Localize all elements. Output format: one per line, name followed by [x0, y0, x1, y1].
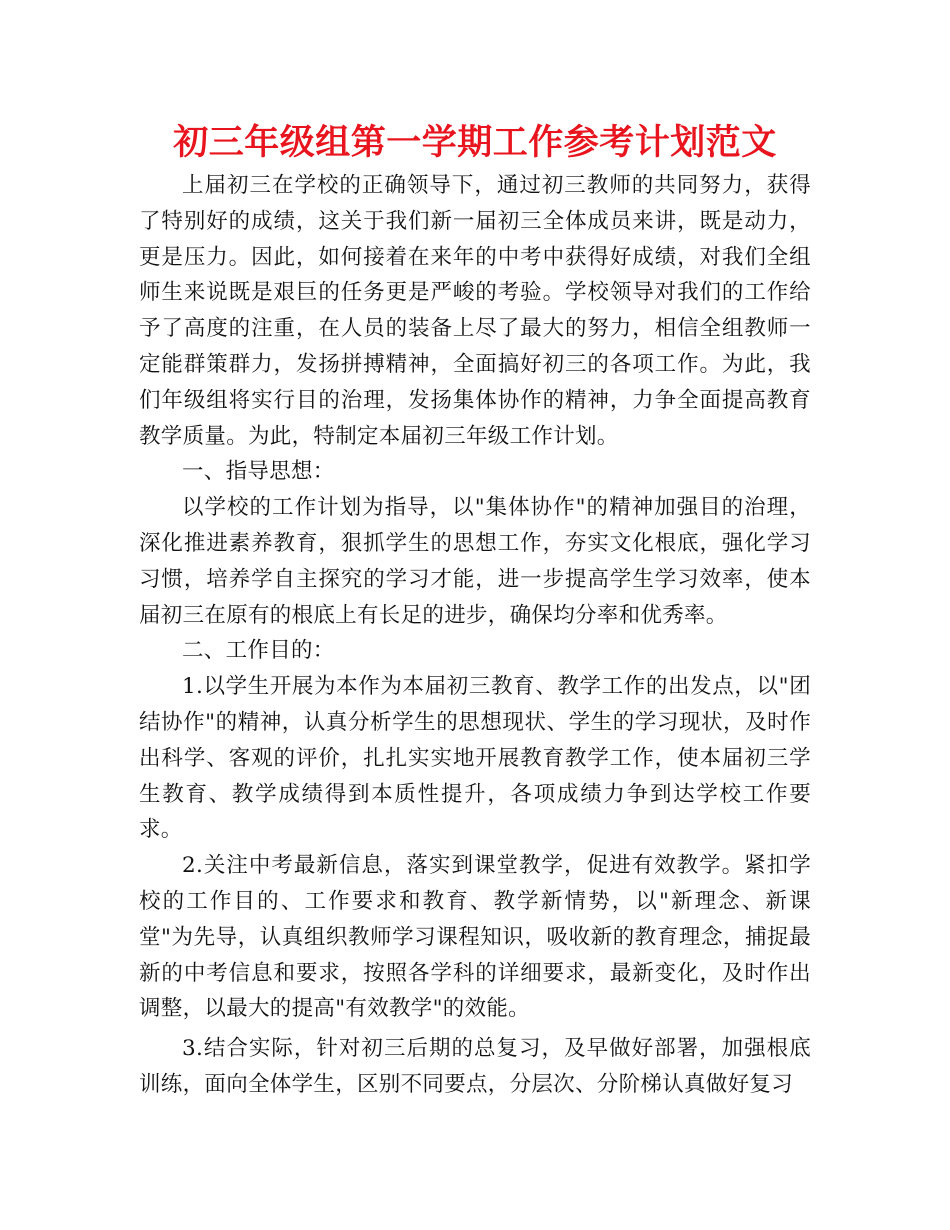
section-heading-guiding-thought: 一、指导思想：	[182, 459, 335, 485]
work-goal-item-2: 2.关注中考最新信息，落实到课堂教学，促进有效教学。紧扣学校的工作目的、工作要求和教育、教学新情势，以"新理念、新课堂"为先导，认真组织教师学习课程知识，吸收新的教育理念，捕捉最新的中考信息和要求，按照各学科的详细要求，最新变化，及时作出调整，以最大的提高"有效教学"的效能。	[139, 853, 811, 1022]
guiding-thought-paragraph: 以学校的工作计划为指导，以"集体协作"的精神加强目的治理，深化推进素养教育，狠抓学生的思想工作，夯实文化根底，强化学习习惯，培养学自主探究的学习才能，进一步提高学生学习效率，使本届初三在原有的根底上有长足的进步，确保均分率和优秀率。	[139, 495, 811, 628]
work-goal-item-1: 1.以学生开展为本作为本届初三教育、教学工作的出发点，以"团结协作"的精神，认真分析学生的思想现状、学生的学习现状，及时作出科学、客观的评价，扎扎实实地开展教育教学工作，使本届初三学生教育、教学成绩得到本质性提升，各项成绩力争到达学校工作要求。	[139, 674, 811, 843]
work-goal-item-3: 3.结合实际，针对初三后期的总复习，及早做好部署，加强根底训练，面向全体学生，区别不同要点，分层次、分阶梯认真做好复习	[139, 1036, 811, 1097]
section-heading-work-goals: 二、工作目的：	[182, 638, 335, 664]
document-page	[139, 118, 811, 1103]
intro-paragraph: 上届初三在学校的正确领导下，通过初三教师的共同努力，获得了特别好的成绩，这关于我们新一届初三全体成员来讲，既是动力，更是压力。因此，如何接着在来年的中考中获得好成绩，对我们全组师生来说既是艰巨的任务更是严峻的考验。学校领导对我们的工作给予了高度的注重，在人员的装备上尽了最大的努力，相信全组教师一定能群策群力，发扬拼搏精神，全面搞好初三的各项工作。为此，我们年级组将实行目的治理，发扬集体协作的精神，力争全面提高教育教学质量。为此，特制定本届初三年级工作计划。	[139, 173, 811, 449]
document-title: 初三年级组第一学期工作参考计划范文	[173, 123, 777, 163]
